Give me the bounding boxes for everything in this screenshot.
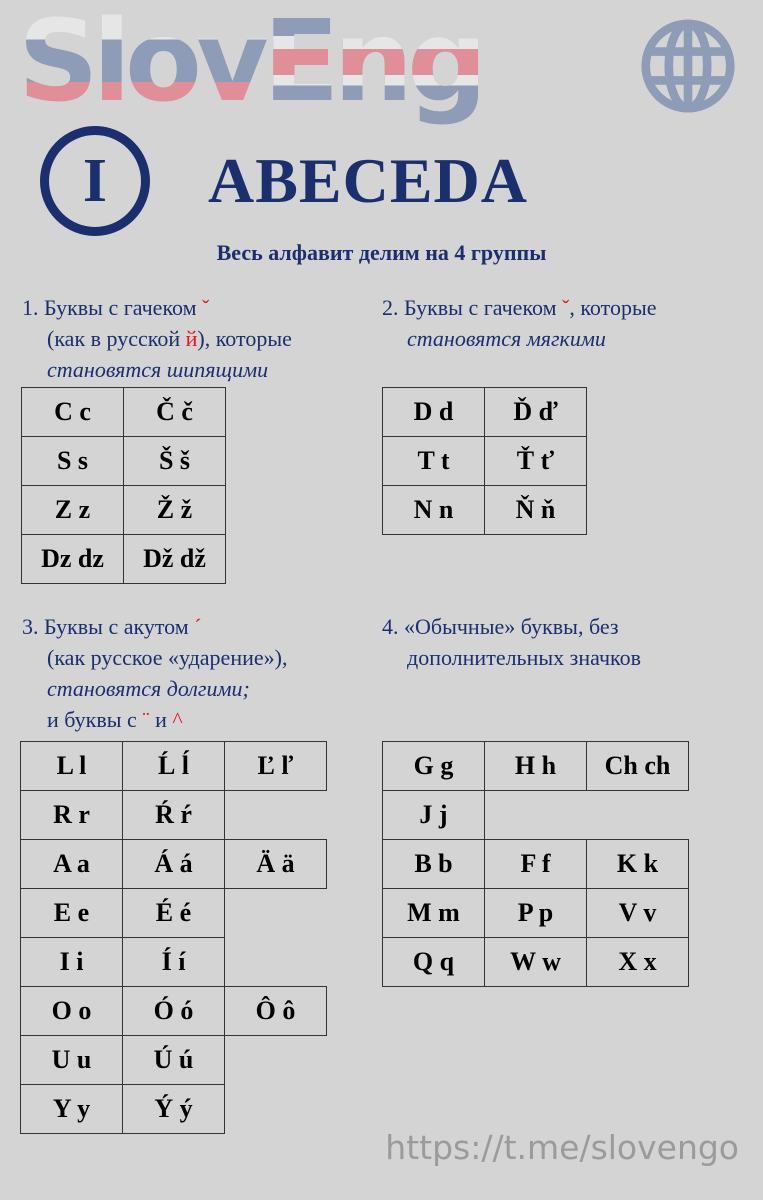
text: 4. «Обычные» буквы, без (382, 614, 619, 639)
group-2-heading (382, 292, 657, 354)
letter-cell: Č č (123, 387, 226, 437)
section-number-badge (40, 126, 150, 236)
letter-cell: E e (20, 888, 123, 938)
letter-cell: Ď ď (484, 387, 587, 437)
letter-cell: Z z (21, 485, 124, 535)
empty-cell (586, 790, 689, 840)
telegram-link[interactable]: https://t.me/slovengo (385, 1128, 739, 1167)
text: и буквы с (47, 707, 137, 732)
letter-cell: Ŕ ŕ (122, 790, 225, 840)
letter-cell: Ň ň (484, 485, 587, 535)
text: становятся долгими; (47, 676, 250, 701)
section-number: I (82, 146, 108, 215)
text: , которые (569, 295, 657, 320)
group-3-heading (22, 611, 287, 735)
letter-cell: Š š (123, 436, 226, 486)
letter-cell: Ý ý (122, 1084, 225, 1134)
text: 2. Буквы с гачеком (382, 295, 557, 320)
group-1-table (21, 387, 225, 583)
letter-cell: Ľ ľ (224, 741, 327, 791)
letter-cell: Dz dz (21, 534, 124, 584)
highlight-letter: й (185, 326, 198, 351)
group-4-heading (382, 611, 641, 673)
letter-cell: O o (20, 986, 123, 1036)
letter-cell: Ô ô (224, 986, 327, 1036)
letter-cell: Dž dž (123, 534, 226, 584)
slovengo-logo (18, 0, 482, 127)
letter-cell: B b (382, 839, 485, 889)
acute-mark: ´ (194, 614, 202, 639)
empty-cell (224, 790, 327, 840)
letter-cell: K k (586, 839, 689, 889)
empty-cell (224, 937, 327, 987)
text: 3. Буквы с акутом (22, 614, 189, 639)
empty-cell (224, 1084, 327, 1134)
letter-cell: É é (122, 888, 225, 938)
logo-eng: Eng (263, 0, 481, 127)
text: и (155, 707, 167, 732)
letter-cell: Ú ú (122, 1035, 225, 1085)
text: ), которые (197, 326, 292, 351)
letter-cell: Ť ť (484, 436, 587, 486)
letter-cell: T t (382, 436, 485, 486)
empty-cell (224, 1035, 327, 1085)
letter-cell: U u (20, 1035, 123, 1085)
letter-cell: Q q (382, 937, 485, 987)
letter-cell: G g (382, 741, 485, 791)
subtitle: Весь алфавит делим на 4 группы (216, 240, 547, 265)
text: 1. Буквы с гачеком (22, 295, 197, 320)
group-1-heading (22, 292, 292, 385)
globe-icon (640, 18, 736, 114)
letter-cell: Ch ch (586, 741, 689, 791)
caron-mark: ˇ (202, 295, 210, 320)
letter-cell: H h (484, 741, 587, 791)
group-2-table (382, 387, 586, 534)
text: (как в русской (47, 326, 186, 351)
text: становятся шипящими (47, 357, 269, 382)
letter-cell: W w (484, 937, 587, 987)
letter-cell: Ž ž (123, 485, 226, 535)
letter-cell: L l (20, 741, 123, 791)
umlaut-mark: ¨ (142, 707, 150, 732)
empty-cell (224, 888, 327, 938)
letter-cell: D d (382, 387, 485, 437)
logo-slov: Slov (18, 0, 264, 127)
letter-cell: R r (20, 790, 123, 840)
letter-cell: Á á (122, 839, 225, 889)
letter-cell: I i (20, 937, 123, 987)
group-4-table (382, 741, 688, 986)
text: дополнительных значков (407, 645, 642, 670)
letter-cell: P p (484, 888, 587, 938)
letter-cell: X x (586, 937, 689, 987)
letter-cell: M m (382, 888, 485, 938)
group-3-table (20, 741, 326, 1133)
empty-cell (484, 790, 587, 840)
page-title: ABECEDA (208, 145, 528, 216)
text: становятся мягкими (407, 326, 606, 351)
letter-cell: Y y (20, 1084, 123, 1134)
letter-cell: Ä ä (224, 839, 327, 889)
letter-cell: Ĺ ĺ (122, 741, 225, 791)
text: (как русское «ударение»), (47, 645, 288, 670)
letter-cell: N n (382, 485, 485, 535)
letter-cell: C c (21, 387, 124, 437)
letter-cell: A a (20, 839, 123, 889)
circumflex-mark: ^ (172, 707, 183, 732)
letter-cell: V v (586, 888, 689, 938)
letter-cell: S s (21, 436, 124, 486)
letter-cell: F f (484, 839, 587, 889)
letter-cell: Í í (122, 937, 225, 987)
letter-cell: Ó ó (122, 986, 225, 1036)
letter-cell: J j (382, 790, 485, 840)
caron-mark: ˇ (562, 295, 570, 320)
